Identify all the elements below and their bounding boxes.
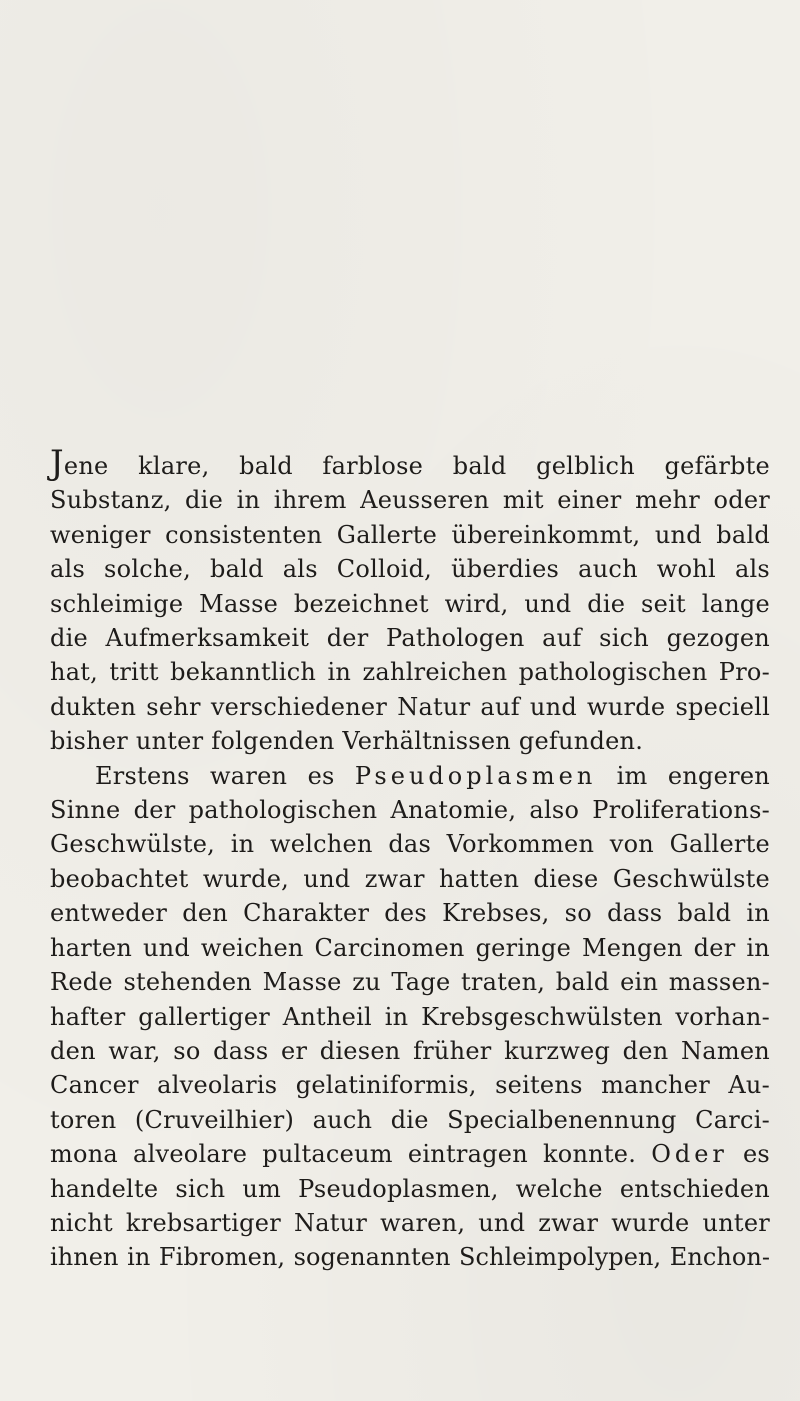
text-line: die Aufmerksamkeit der Pathologen auf sich gezogen xyxy=(50,624,770,653)
line-text-before: Erstens waren es xyxy=(95,761,355,790)
body-paragraphs xyxy=(50,443,770,1275)
text-line: schleimige Masse bezeichnet wird, und die seit lange xyxy=(50,589,770,618)
text-line: nicht krebsartiger Natur waren, und zwar wurde unter xyxy=(50,1208,770,1237)
text-line: Cancer alveolaris gelatiniformis, seitens mancher Au- xyxy=(50,1071,770,1100)
text-line: weniger consistenten Gallerte übereinkommt, und bald xyxy=(50,520,770,549)
initial-capital: J xyxy=(50,443,64,483)
text-line xyxy=(50,443,770,483)
text-line: toren (Cruveilhier) auch die Specialbenennung Carci- xyxy=(50,1105,770,1134)
text-line: ihnen in Fibromen, sogenannten Schleimpolypen, Enchon- xyxy=(50,1243,770,1272)
text-line: harten und weichen Carcinomen geringe Mengen der in xyxy=(50,933,770,962)
line-text-before: mona alveolare pultaceum eintragen konnte. xyxy=(50,1140,652,1169)
text-line: Rede stehenden Masse zu Tage traten, bald ein massen- xyxy=(50,968,770,997)
text-line xyxy=(50,1137,770,1171)
text-line: Sinne der pathologischen Anatomie, also Proliferations- xyxy=(50,796,770,825)
paragraph-start-line xyxy=(50,759,770,793)
text-line: hat, tritt bekanntlich in zahlreichen pathologischen Pro- xyxy=(50,658,770,687)
text-line: handelte sich um Pseudoplasmen, welche entschieden xyxy=(50,1174,770,1203)
line-text: ene klare, bald farblose bald gelblich gefärbte xyxy=(63,452,770,480)
text-line: hafter gallertiger Antheil in Krebsgeschwülsten vorhan- xyxy=(50,1002,770,1031)
paragraph-end-line: bisher unter folgenden Verhältnissen gefunden. xyxy=(50,727,644,756)
text-line: dukten sehr verschiedener Natur auf und wurde speciell xyxy=(50,692,770,721)
text-line: als solche, bald als Colloid, überdies auch wohl als xyxy=(50,555,770,584)
text-line: beobachtet wurde, und zwar hatten diese Geschwülste xyxy=(50,864,770,893)
text-line: den war, so dass er diesen früher kurzweg den Namen xyxy=(50,1036,770,1065)
text-line: entweder den Charakter des Krebses, so dass bald in xyxy=(50,899,770,928)
line-text-after: es xyxy=(727,1140,770,1169)
text-line: Substanz, die in ihrem Aeusseren mit einer mehr oder xyxy=(50,486,770,515)
text-line: Geschwülste, in welchen das Vorkommen von Gallerte xyxy=(50,830,770,859)
emphasized-term: Oder xyxy=(651,1140,728,1169)
line-text-after: im engeren xyxy=(596,761,770,790)
emphasized-term: Pseudoplasmen xyxy=(354,761,597,790)
